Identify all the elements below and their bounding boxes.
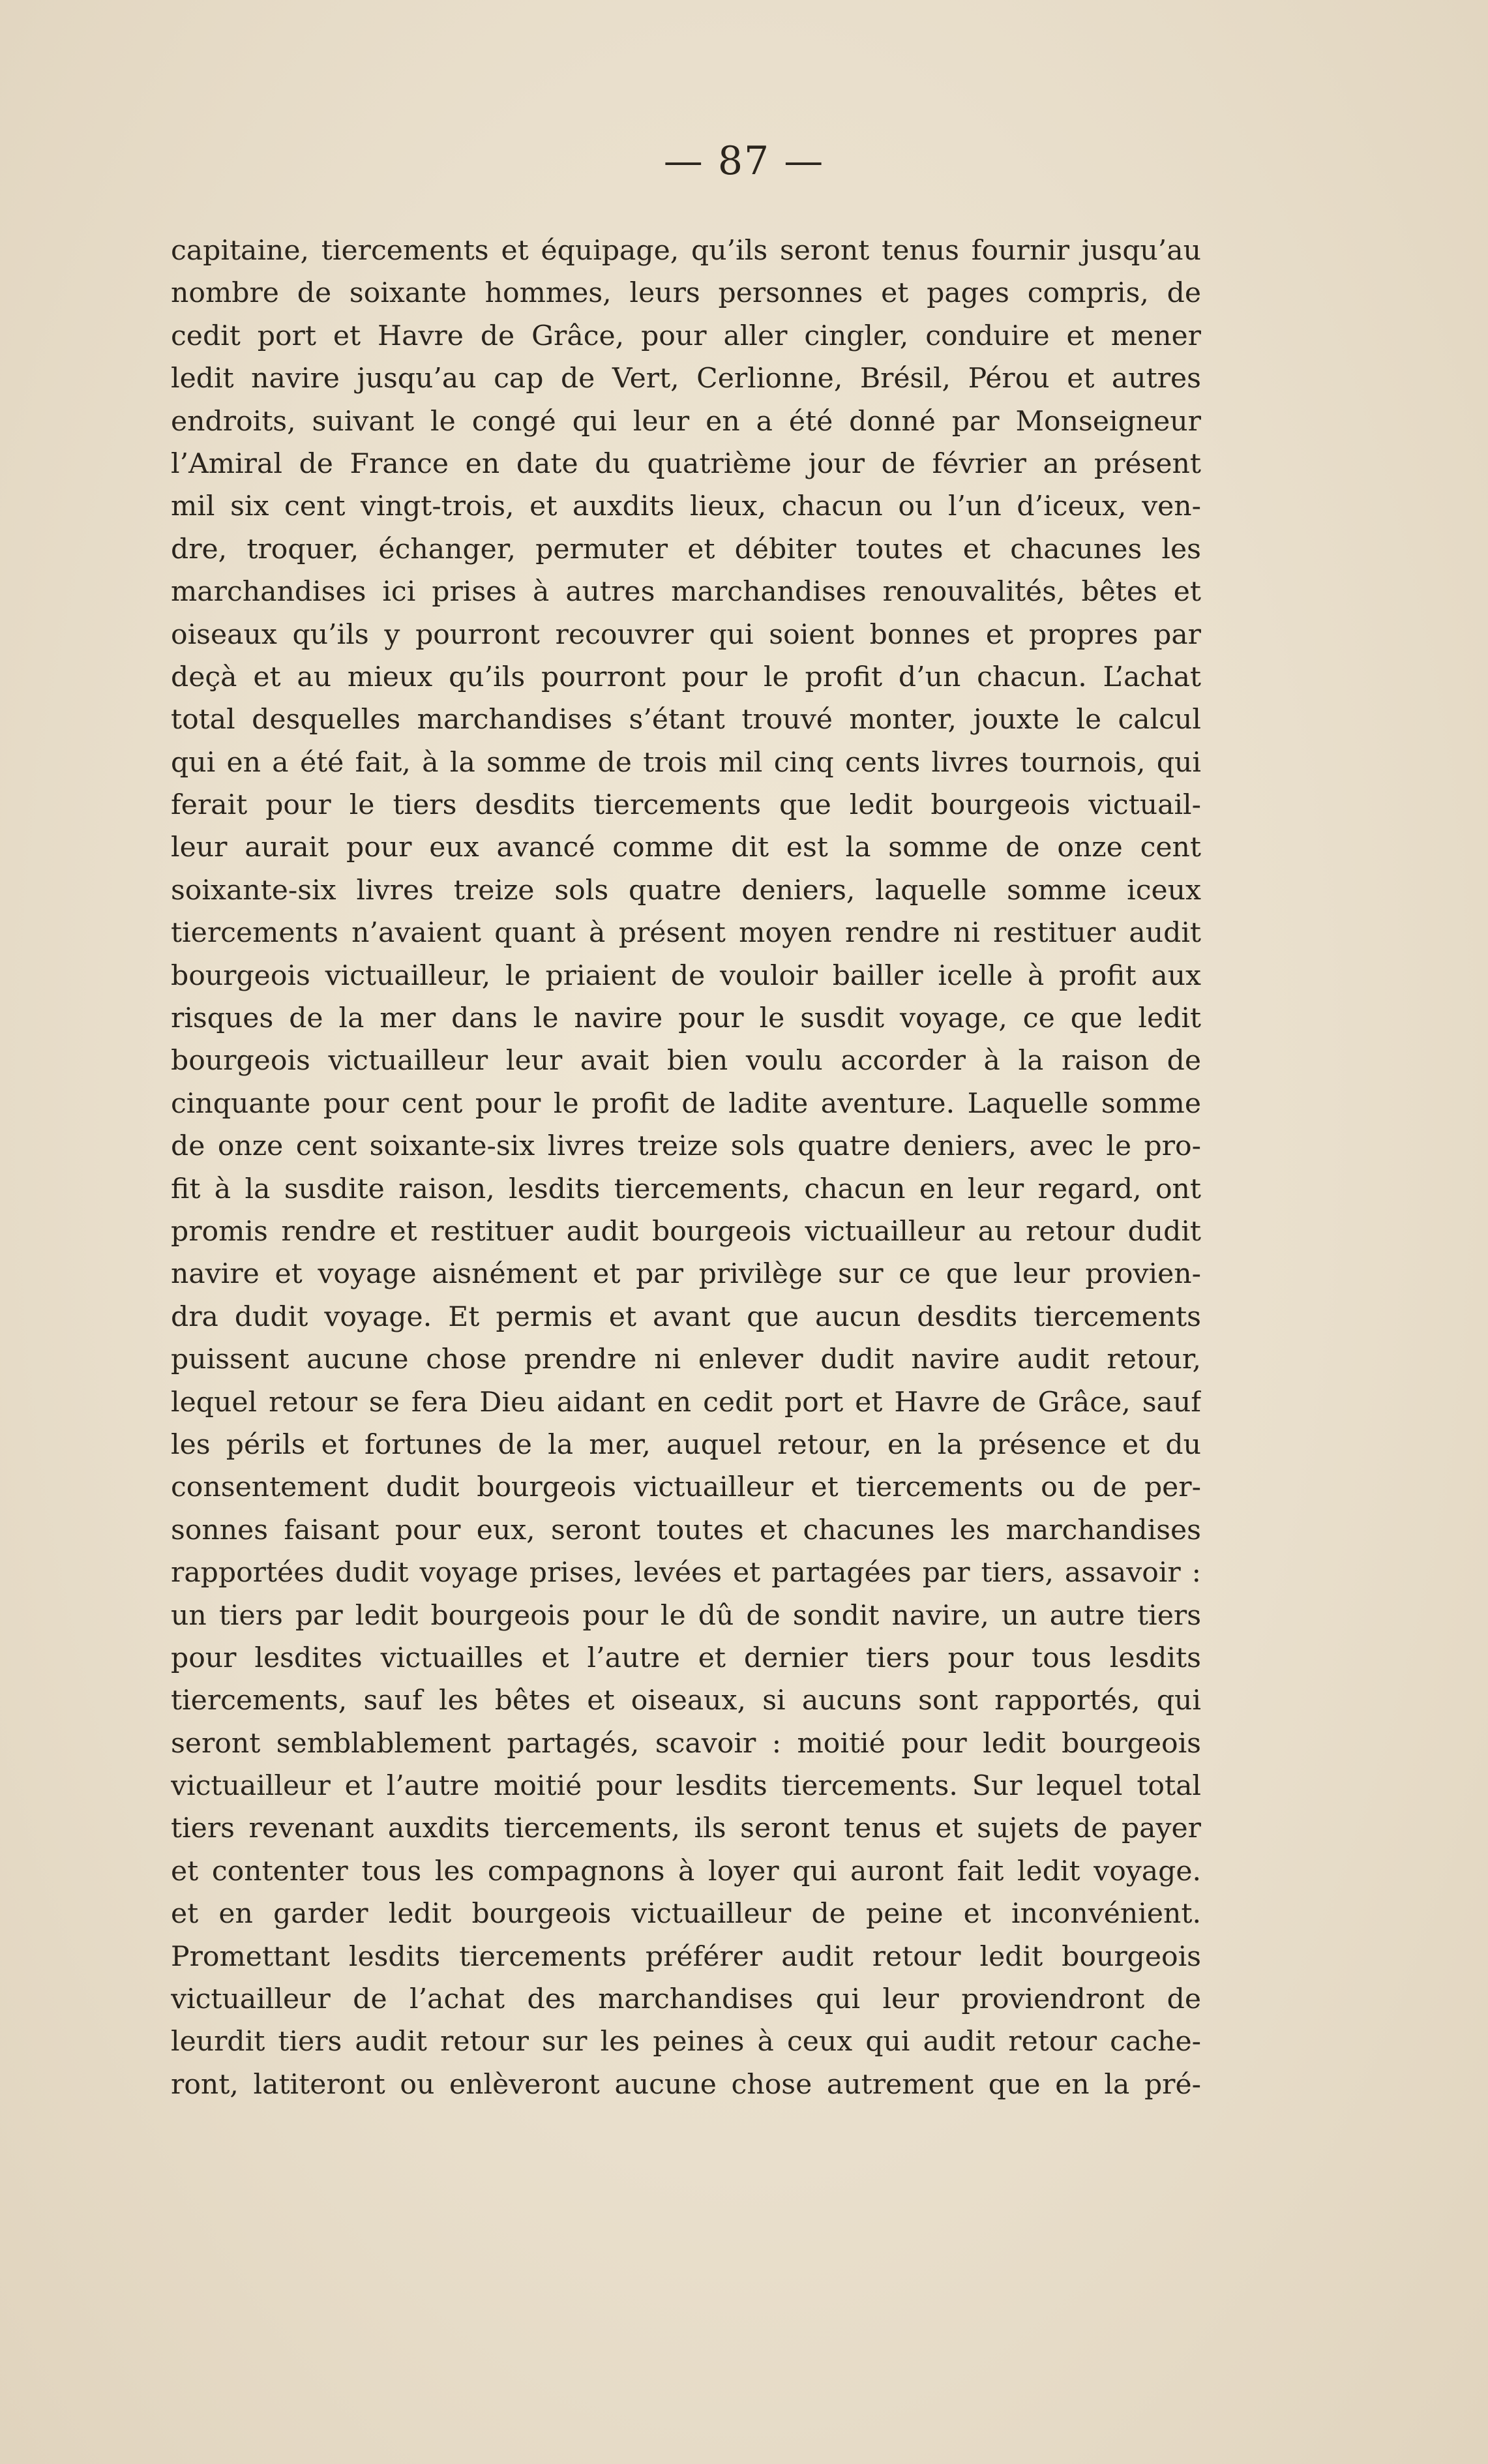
text-line: pour lesdites victuailles et l’autre et dernier tiers pour tous lesdits xyxy=(171,1642,1201,1674)
text-line: promis rendre et restituer audit bourgeois victuailleur au retour dudit xyxy=(171,1215,1201,1248)
text-line: ferait pour le tiers desdits tiercements que ledit bourgeois victuail- xyxy=(171,789,1201,822)
text-line: dre, troquer, échanger, permuter et débiter toutes et chacunes les xyxy=(171,533,1201,565)
text-line: les périls et fortunes de la mer, auquel retour, en la présence et du xyxy=(171,1428,1201,1461)
text-line: deçà et au mieux qu’ils pourront pour le profit d’un chacun. L’achat xyxy=(171,661,1201,693)
text-line: tiercements n’avaient quant à présent moyen rendre ni restituer audit xyxy=(171,917,1201,950)
text-line: puissent aucune chose prendre ni enlever dudit navire audit retour, xyxy=(171,1344,1201,1376)
text-line: fit à la susdite raison, lesdits tiercements, chacun en leur regard, ont xyxy=(171,1173,1201,1205)
text-line: ledit navire jusqu’au cap de Vert, Cerlionne, Brésil, Pérou et autres xyxy=(171,363,1201,395)
text-line: qui en a été fait, à la somme de trois mil cinq cents livres tournois, qui xyxy=(171,746,1201,779)
text-line: rapportées dudit voyage prises, levées et partagées par tiers, assavoir : xyxy=(171,1557,1201,1589)
text-line: Promettant lesdits tiercements préférer audit retour ledit bourgeois xyxy=(171,1940,1201,1973)
text-line: endroits, suivant le congé qui leur en a été donné par Monseigneur xyxy=(171,405,1201,438)
text-line: risques de la mer dans le navire pour le susdit voyage, ce que ledit xyxy=(171,1002,1201,1035)
text-line: leurdit tiers audit retour sur les peines à ceux qui audit retour cache- xyxy=(171,2026,1201,2058)
text-line: tiercements, sauf les bêtes et oiseaux, si aucuns sont rapportés, qui xyxy=(171,1685,1201,1717)
text-line: soixante-six livres treize sols quatre deniers, laquelle somme iceux xyxy=(171,874,1201,907)
text-line: un tiers par ledit bourgeois pour le dû de sondit navire, un autre tiers xyxy=(171,1599,1201,1632)
text-line: lequel retour se fera Dieu aidant en cedit port et Havre de Grâce, sauf xyxy=(171,1386,1201,1419)
text-line: victuailleur et l’autre moitié pour lesdits tiercements. Sur lequel total xyxy=(171,1770,1201,1803)
text-line: victuailleur de l’achat des marchandises qui leur proviendront de xyxy=(171,1983,1201,2016)
text-line: total desquelles marchandises s’étant trouvé monter, jouxte le calcul xyxy=(171,704,1201,736)
text-line: cedit port et Havre de Grâce, pour aller cingler, conduire et mener xyxy=(171,320,1201,352)
text-line: tiers revenant auxdits tiercements, ils seront tenus et sujets de payer xyxy=(171,1812,1201,1845)
text-line: seront semblablement partagés, scavoir : moitié pour ledit bourgeois xyxy=(171,1727,1201,1760)
text-line: marchandises ici prises à autres marchandises renouvalités, bêtes et xyxy=(171,576,1201,608)
body-text xyxy=(171,230,1201,2106)
text-line: nombre de soixante hommes, leurs personnes et pages compris, de xyxy=(171,277,1201,310)
text-line: leur aurait pour eux avancé comme dit est la somme de onze cent xyxy=(171,832,1201,864)
text-line: mil six cent vingt-trois, et auxdits lieux, chacun ou l’un d’iceux, ven- xyxy=(171,490,1201,523)
text-line: consentement dudit bourgeois victuailleur et tiercements ou de per- xyxy=(171,1471,1201,1504)
text-line: et en garder ledit bourgeois victuailleur de peine et inconvénient. xyxy=(171,1898,1201,1931)
text-line: bourgeois victuailleur leur avait bien voulu accorder à la raison de xyxy=(171,1045,1201,1077)
text-line: navire et voyage aisnément et par privilège sur ce que leur provien- xyxy=(171,1258,1201,1291)
text-line: sonnes faisant pour eux, seront toutes et chacunes les marchandises xyxy=(171,1514,1201,1546)
page-number: — 87 — xyxy=(663,138,825,184)
text-line: cinquante pour cent pour le profit de ladite aventure. Laquelle somme xyxy=(171,1087,1201,1120)
text-line: ront, latiteront ou enlèveront aucune chose autrement que en la pré- xyxy=(171,2068,1201,2101)
text-line: oiseaux qu’ils y pourront recouvrer qui soient bonnes et propres par xyxy=(171,618,1201,651)
text-line: capitaine, tiercements et équipage, qu’ils seront tenus fournir jusqu’au xyxy=(171,235,1201,267)
text-line: l’Amiral de France en date du quatrième jour de février an présent xyxy=(171,447,1201,480)
text-line: dra dudit voyage. Et permis et avant que aucun desdits tiercements xyxy=(171,1300,1201,1333)
text-line: de onze cent soixante-six livres treize sols quatre deniers, avec le pro- xyxy=(171,1130,1201,1163)
text-line: et contenter tous les compagnons à loyer qui auront fait ledit voyage. xyxy=(171,1855,1201,1887)
text-line: bourgeois victuailleur, le priaient de vouloir bailler icelle à profit aux xyxy=(171,959,1201,992)
